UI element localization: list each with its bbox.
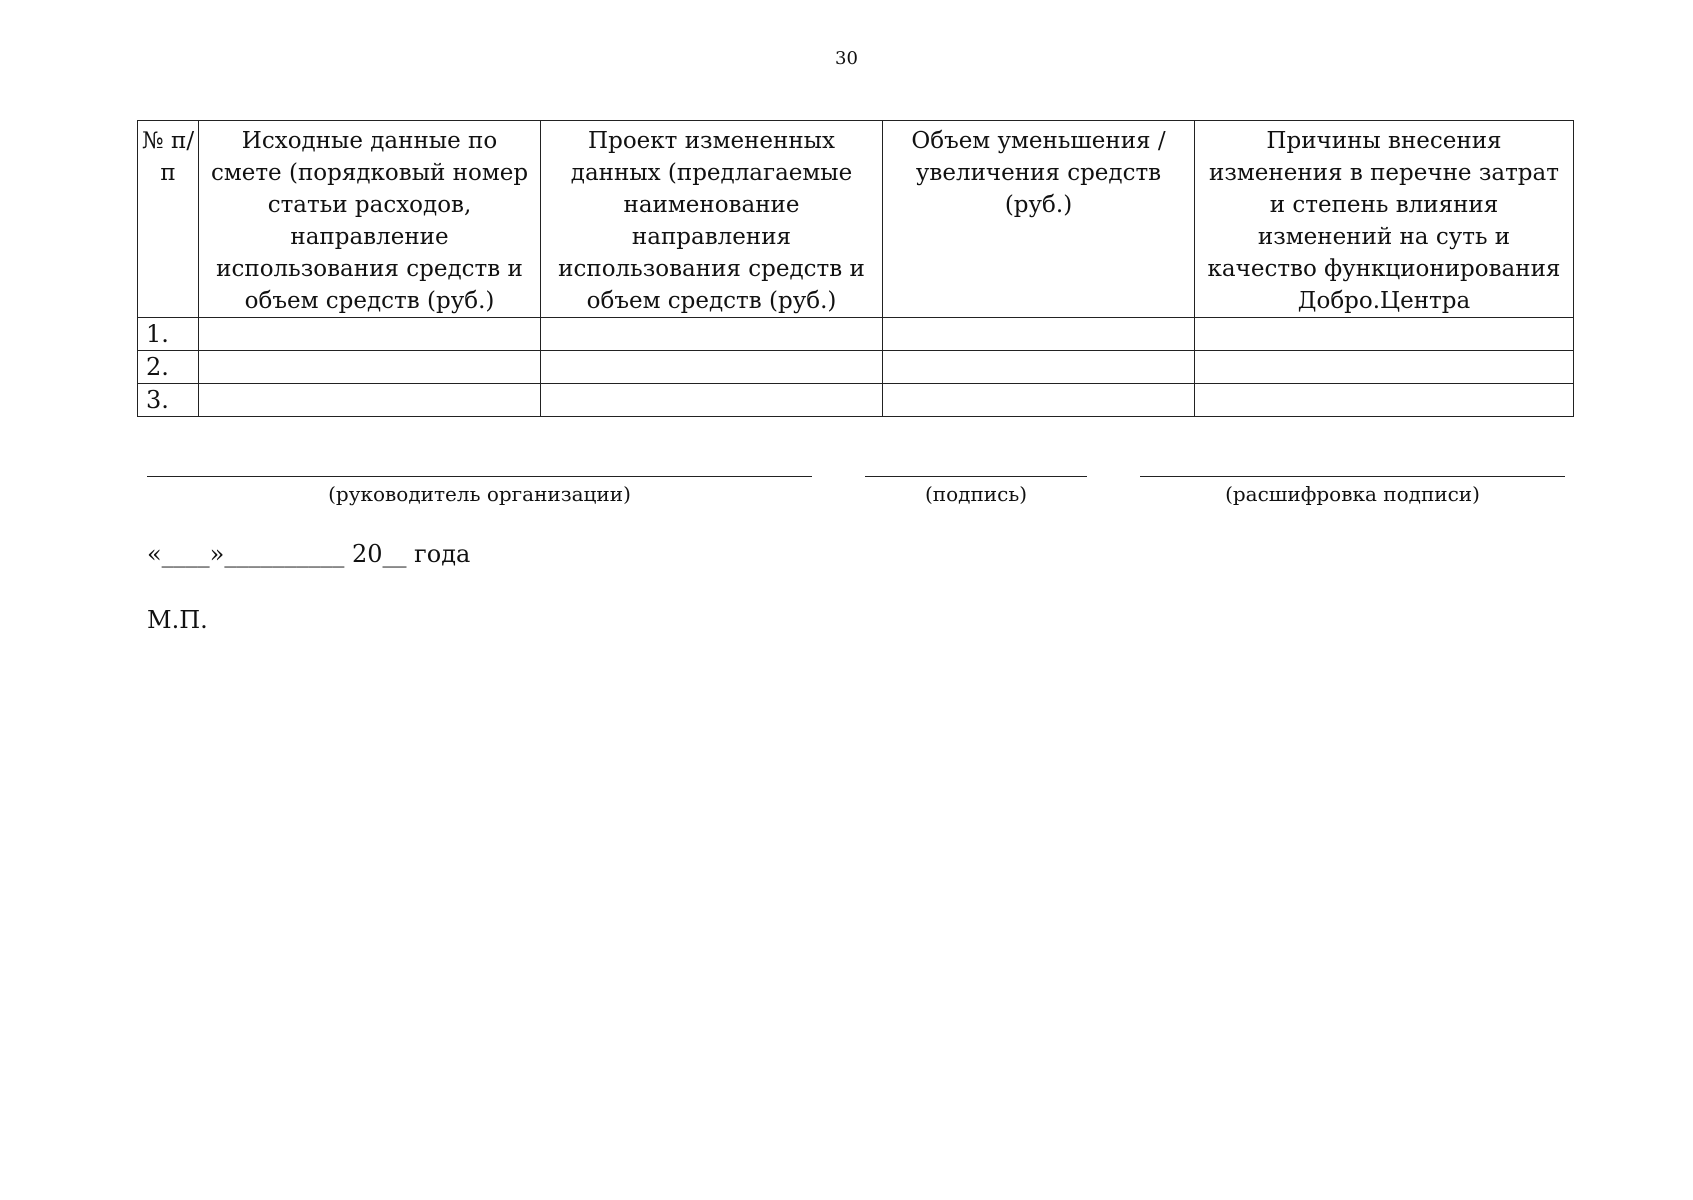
row-number: 1.	[138, 318, 199, 351]
table-cell[interactable]	[883, 351, 1195, 384]
header-number: № п/п	[138, 121, 199, 318]
table-cell[interactable]	[199, 384, 541, 417]
row-number: 2.	[138, 351, 199, 384]
table-header-row	[138, 121, 1574, 318]
table-row	[138, 351, 1574, 384]
date-line: «____»__________ 20__ года	[147, 540, 471, 568]
signature-line[interactable]	[865, 476, 1087, 477]
table-cell[interactable]	[541, 384, 883, 417]
signature-caption: (подпись)	[924, 482, 1028, 506]
table-row	[138, 384, 1574, 417]
table-cell[interactable]	[883, 384, 1195, 417]
header-change-reasons: Причины внесения изменения в перечне затрат и степень влияния изменений на суть и качество функционирования Добро.Центра	[1195, 121, 1574, 318]
decoding-caption: (расшифровка подписи)	[1225, 482, 1480, 506]
table-cell[interactable]	[1195, 318, 1574, 351]
table-cell[interactable]	[883, 318, 1195, 351]
table-cell[interactable]	[541, 318, 883, 351]
table-row	[138, 318, 1574, 351]
header-change-amount: Объем уменьшения / увеличения средств (руб.)	[883, 121, 1195, 318]
stamp-place-label: М.П.	[147, 606, 208, 634]
table-cell[interactable]	[199, 318, 541, 351]
changes-table	[137, 120, 1574, 417]
table-cell[interactable]	[1195, 351, 1574, 384]
row-number: 3.	[138, 384, 199, 417]
page-number: 30	[835, 48, 858, 69]
head-signature-line[interactable]	[147, 476, 812, 477]
table-cell[interactable]	[1195, 384, 1574, 417]
header-original-data: Исходные данные по смете (порядковый номер статьи расходов, направление использования средств и объем средств (руб.)	[199, 121, 541, 318]
table-cell[interactable]	[199, 351, 541, 384]
table-cell[interactable]	[541, 351, 883, 384]
header-changed-data: Проект измененных данных (предлагаемые наименование направления использования средств и объем средств (руб.)	[541, 121, 883, 318]
head-caption: (руководитель организации)	[328, 482, 631, 506]
decoding-signature-line[interactable]	[1140, 476, 1565, 477]
